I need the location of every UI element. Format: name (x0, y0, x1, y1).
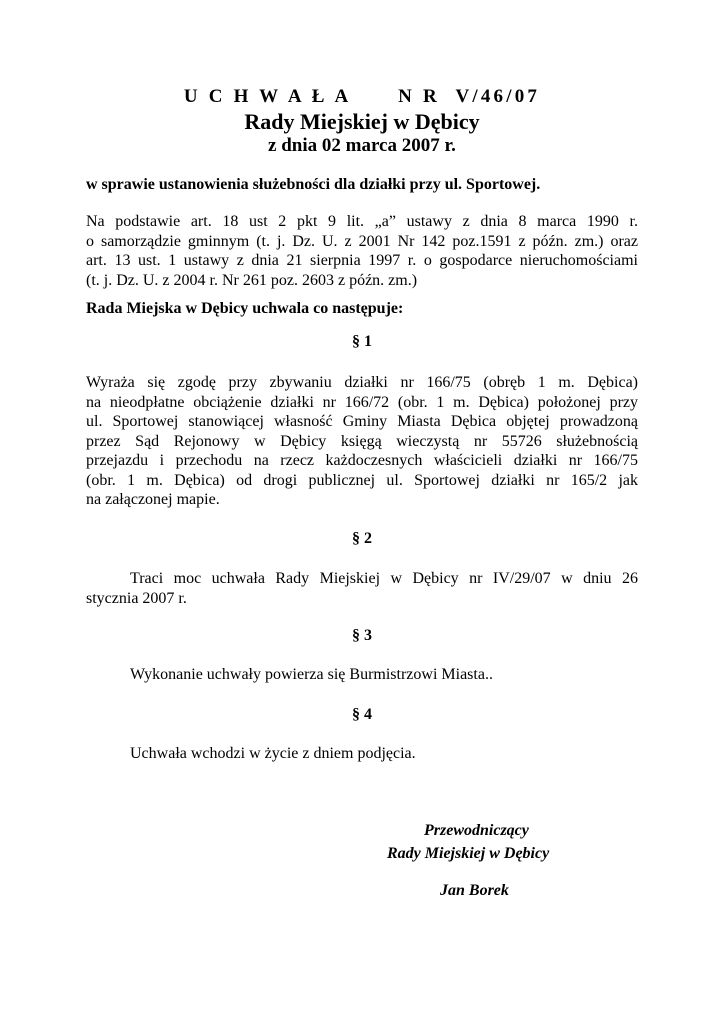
signature-council: Rady Miejskiej w Dębicy (387, 845, 550, 862)
section-4-heading: § 4 (352, 706, 372, 723)
section-1-heading: § 1 (352, 333, 372, 350)
section-2-line: Traci moc uchwała Rady Miejskiej w Dębicy nr IV/29/07 w dniu 26 (130, 570, 638, 587)
section-1-line: przez Sąd Rejonowy w Dębicy księgą wieczystą nr 55726 służebnością (86, 432, 638, 450)
section-1-line: Wyraża się zgodę przy zbywaniu działki nr 166/75 (obręb 1 m. Dębica) (86, 374, 638, 391)
legal-basis-line: o samorządzie gminnym (t. j. Dz. U. z 2001 Nr 142 poz.1591 z późn. zm.) oraz (86, 232, 638, 250)
section-1-line: na załączonej mapie. (86, 491, 220, 508)
section-3-body: Wykonanie uchwały powierza się Burmistrzowi Miasta.. (130, 666, 493, 683)
section-2-body (86, 569, 638, 608)
section-1-line: na nieodpłatne obciążenie działki nr 166/72 (obr. 1 m. Dębica) położonej przy (86, 393, 638, 411)
section-1-body (86, 373, 638, 510)
section-2-line: stycznia 2007 r. (86, 589, 187, 607)
resolution-subject: w sprawie ustanowienia służebności dla działki przy ul. Sportowej. (86, 176, 541, 193)
section-1-line: ul. Sportowej stanowiącej własność Gminy Miasta Dębica objętej prowadzoną (86, 413, 638, 430)
signature-role: Przewodniczący (424, 822, 529, 839)
section-2-heading: § 2 (352, 530, 372, 547)
legal-basis (86, 212, 638, 290)
legal-basis-line: Na podstawie art. 18 ust 2 pkt 9 lit. „a” ustawy z dnia 8 marca 1990 r. (86, 213, 638, 230)
resolution-title: U C H W A Ł A N R V/46/07 (183, 86, 541, 107)
council-resolves-line: Rada Miejska w Dębicy uchwala co następuje: (86, 300, 404, 317)
legal-basis-line: (t. j. Dz. U. z 2004 r. Nr 261 poz. 2603 z późn. zm.) (86, 271, 418, 289)
section-1-line: przejazdu i przechodu na rzecz każdoczesnych właścicieli działki nr 166/75 (86, 452, 638, 469)
section-1-line: (obr. 1 m. Dębica) od drogi publicznej ul. Sportowej działki nr 165/2 jak (86, 471, 638, 489)
resolution-date: z dnia 02 marca 2007 r. (268, 135, 456, 156)
section-3-heading: § 3 (352, 627, 372, 644)
council-name: Rady Miejskiej w Dębicy (244, 109, 480, 134)
section-4-body: Uchwała wchodzi w życie z dniem podjęcia. (130, 745, 416, 762)
signature-name: Jan Borek (440, 882, 509, 899)
legal-basis-line: art. 13 ust. 1 ustawy z dnia 21 sierpnia 1997 r. o gospodarce nieruchomościami (86, 252, 638, 269)
